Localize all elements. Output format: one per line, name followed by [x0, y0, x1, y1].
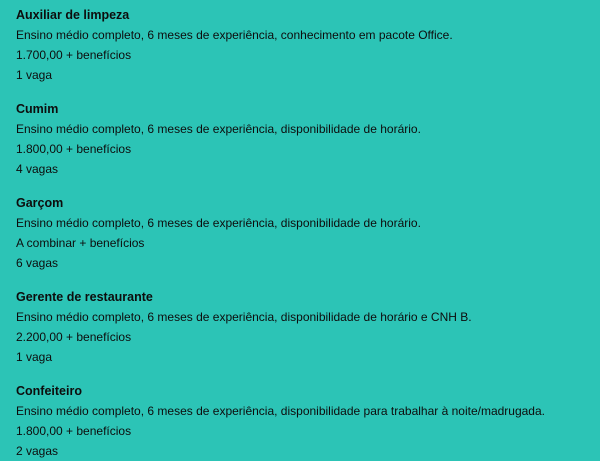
job-title: Auxiliar de limpeza	[16, 8, 130, 22]
job-salary: 1.800,00 + benefícios	[16, 142, 132, 156]
job-listing-cumim	[16, 100, 600, 179]
job-salary: A combinar + benefícios	[16, 236, 145, 250]
job-salary: 1.700,00 + benefícios	[16, 48, 132, 62]
job-openings: 1 vaga	[16, 68, 53, 82]
job-title: Confeiteiro	[16, 384, 82, 398]
job-title: Cumim	[16, 102, 59, 116]
job-listing-auxiliar-de-limpeza	[16, 6, 600, 85]
job-requirements: Ensino médio completo, 6 meses de experiência, disponibilidade de horário.	[16, 216, 421, 230]
job-requirements: Ensino médio completo, 6 meses de experiência, conhecimento em pacote Office.	[16, 28, 453, 42]
job-title: Gerente de restaurante	[16, 290, 153, 304]
job-listing-gerente-de-restaurante	[16, 288, 600, 367]
job-openings: 4 vagas	[16, 162, 59, 176]
job-openings: 6 vagas	[16, 256, 59, 270]
job-requirements: Ensino médio completo, 6 meses de experiência, disponibilidade de horário.	[16, 122, 421, 136]
job-listing-confeiteiro	[16, 382, 600, 461]
job-openings: 2 vagas	[16, 444, 59, 458]
job-salary: 1.800,00 + benefícios	[16, 424, 132, 438]
job-listing-garcom	[16, 194, 600, 273]
job-title: Garçom	[16, 196, 64, 210]
job-salary: 2.200,00 + benefícios	[16, 330, 132, 344]
job-requirements: Ensino médio completo, 6 meses de experiência, disponibilidade de horário e CNH B.	[16, 310, 472, 324]
job-openings: 1 vaga	[16, 350, 53, 364]
job-requirements: Ensino médio completo, 6 meses de experiência, disponibilidade para trabalhar à noite/madrugada.	[16, 404, 545, 418]
